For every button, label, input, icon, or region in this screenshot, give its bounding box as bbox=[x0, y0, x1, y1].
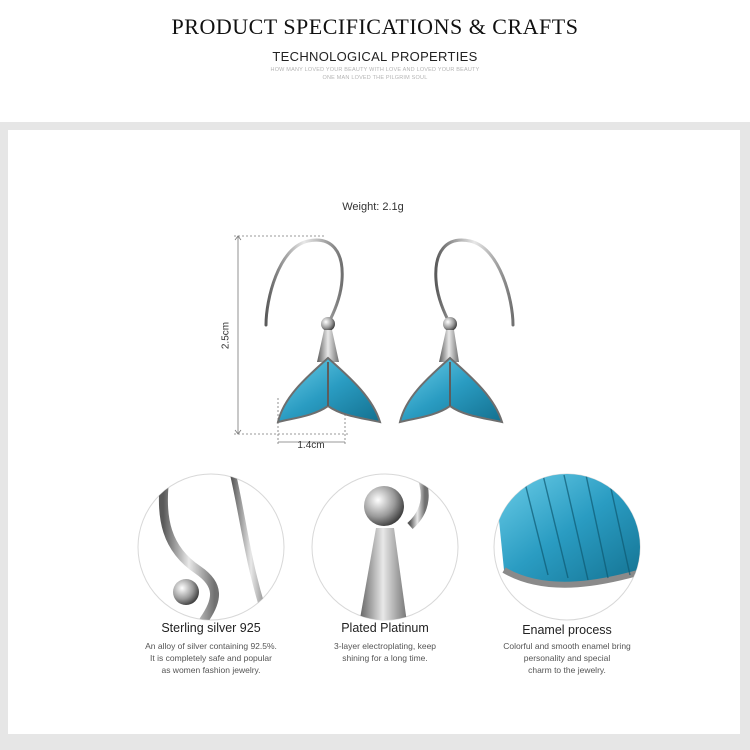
weight-label: Weight: 2.1g bbox=[342, 201, 404, 213]
page-title: PRODUCT SPECIFICATIONS & CRAFTS bbox=[171, 14, 579, 39]
earring-right bbox=[400, 240, 513, 422]
page-subtitle: TECHNOLOGICAL PROPERTIES bbox=[272, 49, 478, 64]
feature-desc-platinum: 3-layer electroplating, keep shining for a long time. bbox=[333, 641, 437, 663]
product-panel bbox=[8, 130, 740, 734]
feature-title-silver: Sterling silver 925 bbox=[161, 621, 261, 635]
feature-desc-silver: An alloy of silver containing 92.5%. It is completely safe and popular as women fashion jewelry. bbox=[145, 641, 277, 675]
detail-enamel bbox=[494, 470, 648, 620]
feature-title-platinum: Plated Platinum bbox=[341, 621, 429, 635]
detail-platinum bbox=[312, 470, 458, 630]
tagline-line-1: HOW MANY LOVED YOUR BEAUTY WITH LOVE AND LOVED YOUR BEAUTY bbox=[270, 67, 480, 73]
product-frame bbox=[0, 122, 750, 750]
height-label: 2.5cm bbox=[220, 321, 232, 350]
earring-left bbox=[263, 240, 380, 422]
detail-silver bbox=[138, 470, 284, 630]
feature-desc-enamel: Colorful and smooth enamel bring personality and special charm to the jewelry. bbox=[503, 641, 631, 675]
width-label: 1.4cm bbox=[297, 440, 325, 451]
feature-title-enamel: Enamel process bbox=[522, 623, 612, 637]
header bbox=[0, 0, 750, 122]
tagline-line-2: ONE MAN LOVED THE PILGRIM SOUL bbox=[322, 75, 428, 81]
